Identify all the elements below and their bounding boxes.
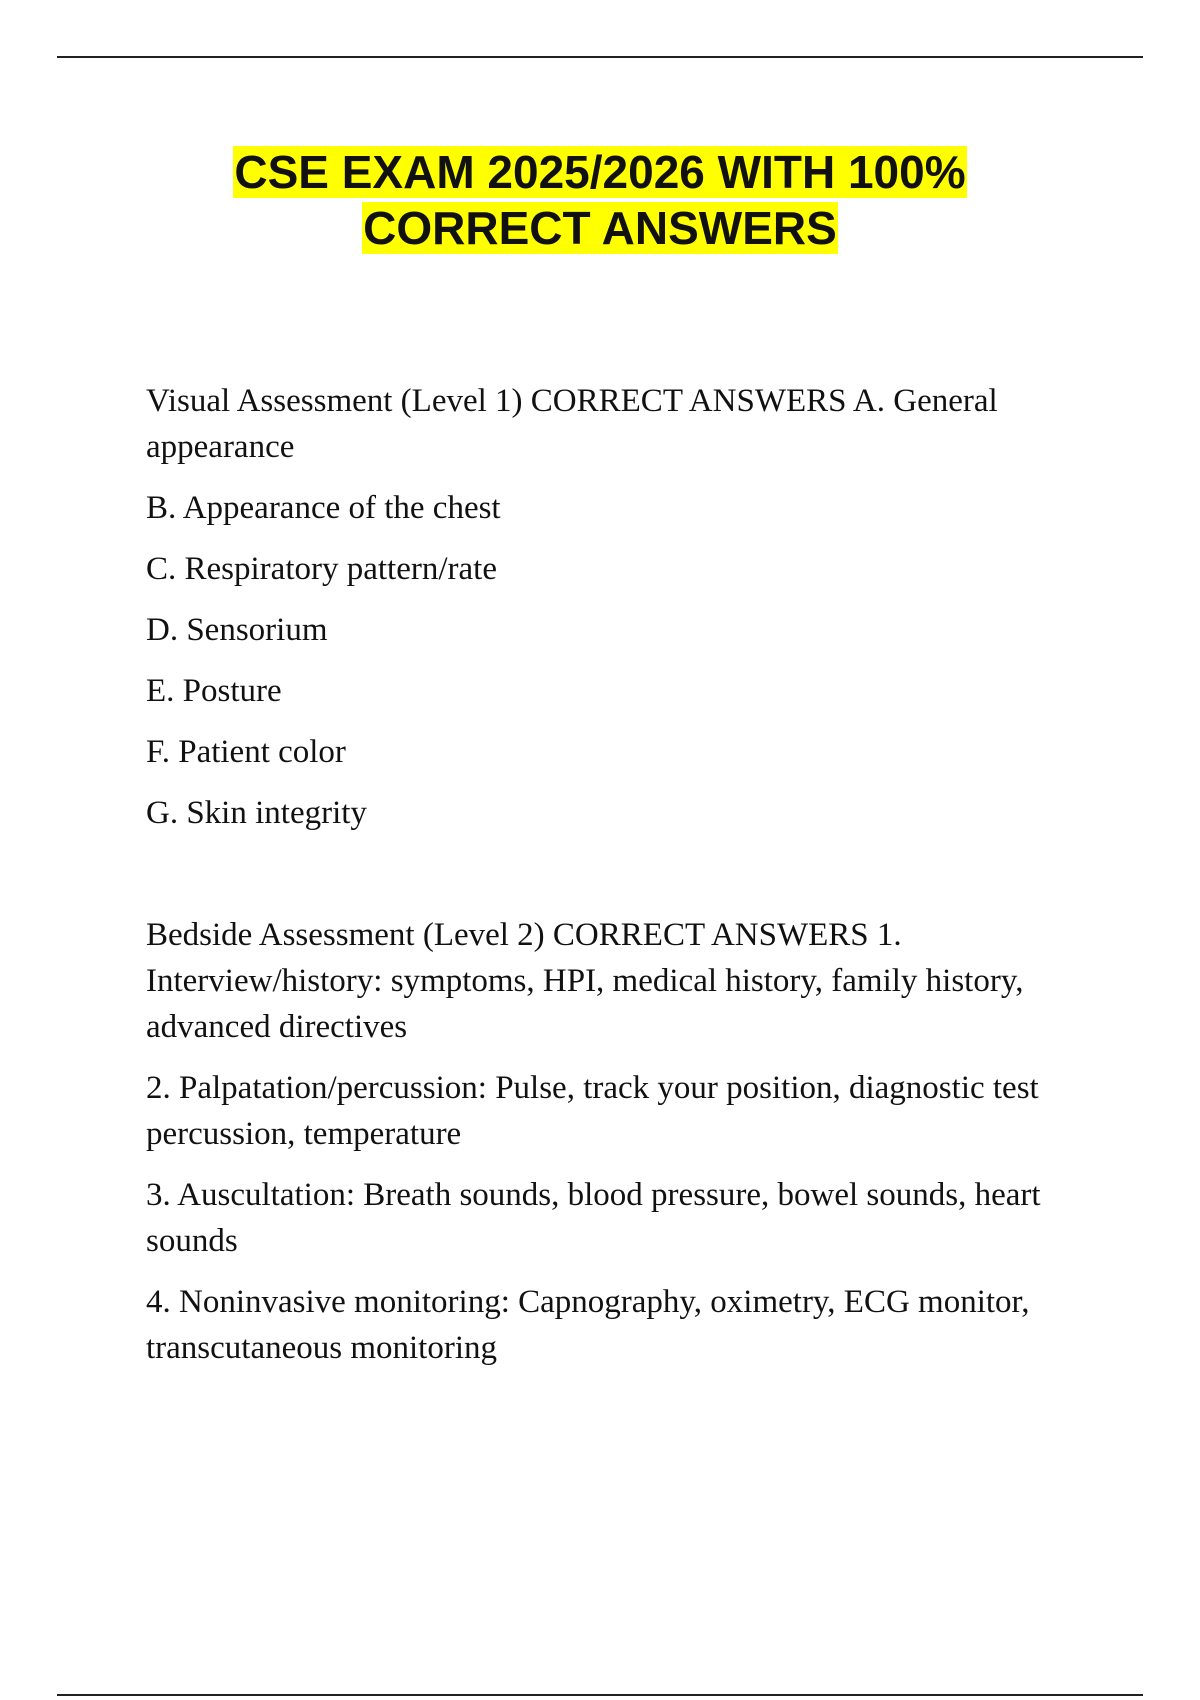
bottom-divider xyxy=(57,1694,1143,1696)
top-divider xyxy=(57,56,1143,58)
title-line-2: CORRECT ANSWERS xyxy=(363,202,837,254)
list-item: F. Patient color xyxy=(146,734,346,770)
section-heading: Visual Assessment (Level 1) CORRECT ANSWERS A. General appearance xyxy=(146,383,998,465)
page-title xyxy=(0,144,1200,256)
list-item: C. Respiratory pattern/rate xyxy=(146,551,497,587)
list-item: 4. Noninvasive monitoring: Capnography, oximetry, ECG monitor, transcutaneous monitoring xyxy=(146,1284,1030,1366)
section-visual-assessment xyxy=(146,378,1086,851)
list-item: G. Skin integrity xyxy=(146,795,367,831)
list-item: B. Appearance of the chest xyxy=(146,490,501,526)
list-item: 2. Palpatation/percussion: Pulse, track your position, diagnostic test percussion, temperature xyxy=(146,1070,1039,1152)
title-line-1: CSE EXAM 2025/2026 WITH 100% xyxy=(234,146,966,198)
section-bedside-assessment xyxy=(146,912,1086,1386)
list-item: D. Sensorium xyxy=(146,612,328,648)
list-item: E. Posture xyxy=(146,673,282,709)
list-item: 3. Auscultation: Breath sounds, blood pressure, bowel sounds, heart sounds xyxy=(146,1177,1041,1259)
section-heading: Bedside Assessment (Level 2) CORRECT ANSWERS 1. Interview/history: symptoms, HPI, medical history, family history, advanced directives xyxy=(146,917,1024,1045)
